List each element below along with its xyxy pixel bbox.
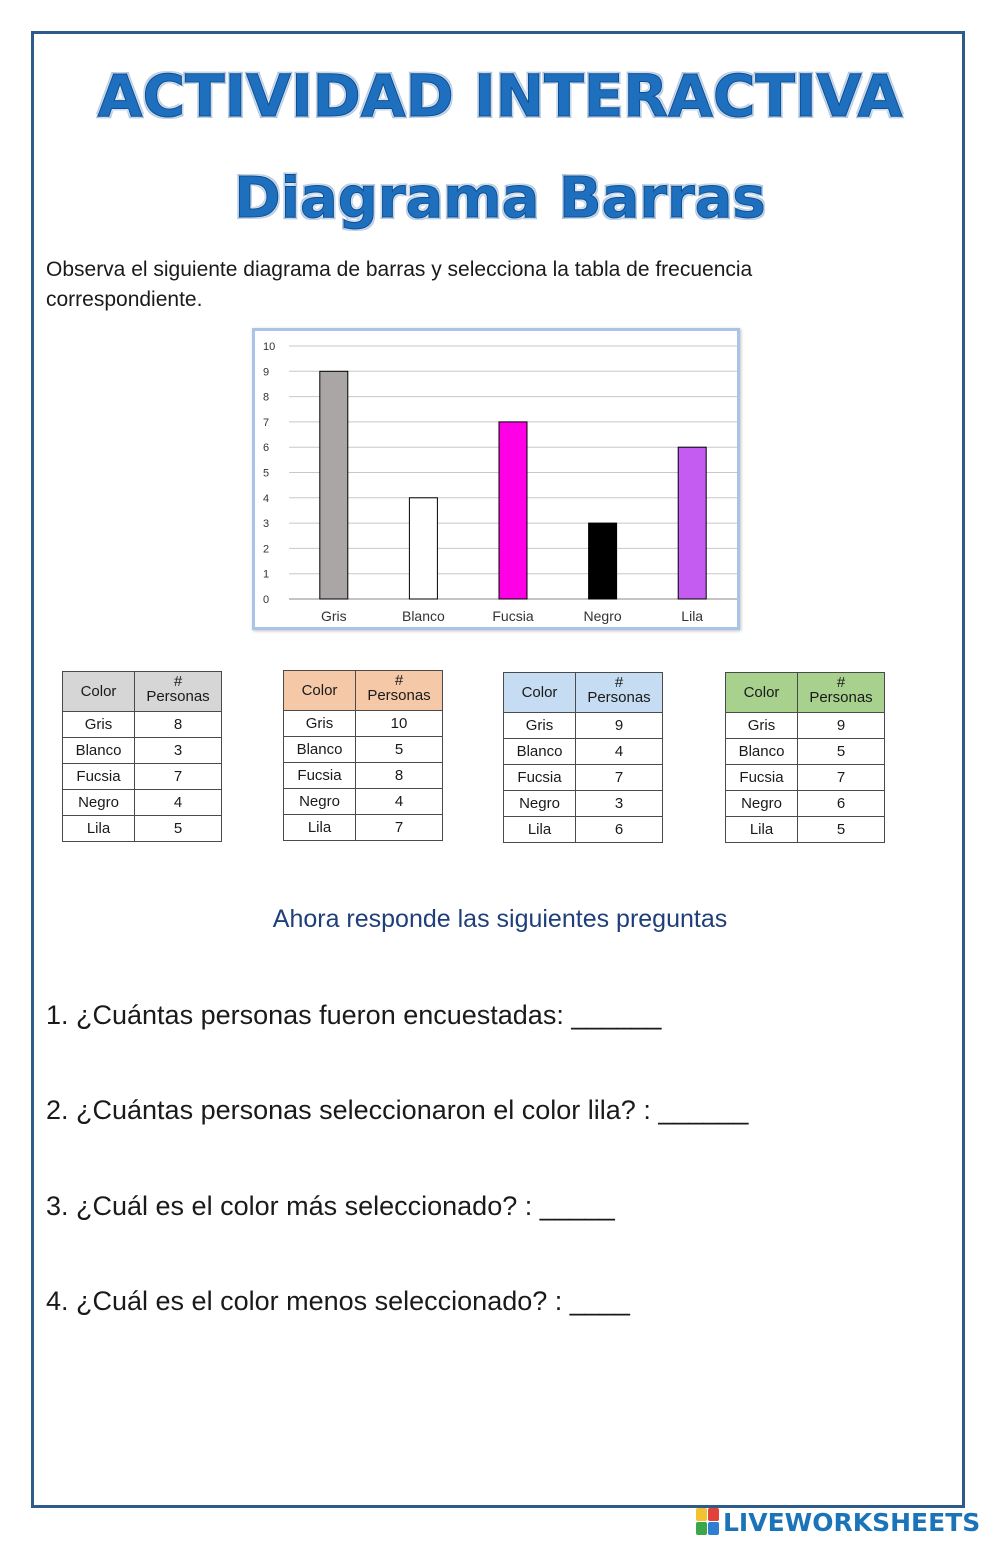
table-cell-color: Lila: [63, 816, 135, 842]
bar: [589, 523, 617, 599]
table-header-row: [504, 673, 663, 713]
table-row: [726, 713, 885, 739]
table-cell-count: 8: [135, 712, 222, 738]
table-row: [726, 765, 885, 791]
table-cell-color: Negro: [504, 791, 576, 817]
table-header-hash: #: [173, 673, 183, 690]
bar: [409, 498, 437, 599]
y-tick-label: 3: [263, 518, 270, 531]
table-cell-color: Gris: [63, 712, 135, 738]
table-cell-count: 8: [356, 763, 443, 789]
question-3[interactable]: 3. ¿Cuál es el color más seleccionado? : _____: [46, 1191, 615, 1221]
table-cell-count: 6: [798, 791, 885, 817]
table-cell-color: Blanco: [284, 737, 356, 763]
table-cell-count: 3: [135, 738, 222, 764]
table-cell-count: 4: [576, 739, 663, 765]
table-row: [284, 815, 443, 841]
table-cell-color: Blanco: [726, 739, 798, 765]
question-2[interactable]: 2. ¿Cuántas personas seleccionaron el color lila? : ______: [46, 1095, 749, 1125]
frequency-table-option-3[interactable]: [503, 672, 663, 843]
table-cell-count: 5: [798, 739, 885, 765]
page-title: ACTIVIDAD INTERACTIVA: [97, 62, 903, 130]
instructions-line-1: Observa el siguiente diagrama de barras y selecciona la tabla de frecuencia: [46, 258, 753, 281]
table-cell-count: 7: [135, 764, 222, 790]
table-cell-color: Negro: [726, 791, 798, 817]
table-row: [284, 789, 443, 815]
table-cell-count: 7: [576, 765, 663, 791]
table-header-personas: [798, 673, 885, 713]
table-cell-color: Fucsia: [284, 763, 356, 789]
table-header-hash: #: [836, 674, 846, 691]
questions-heading: Ahora responde las siguientes preguntas: [272, 905, 728, 933]
liveworksheets-logo-icon: [696, 1508, 720, 1536]
table-row: [63, 712, 222, 738]
x-tick-label: Lila: [681, 608, 704, 624]
table-cell-color: Fucsia: [726, 765, 798, 791]
table-cell-count: 9: [798, 713, 885, 739]
table-cell-color: Gris: [504, 713, 576, 739]
frequency-table-option-4[interactable]: [725, 672, 885, 843]
table-cell-color: Fucsia: [504, 765, 576, 791]
table-cell-color: Gris: [284, 711, 356, 737]
table-cell-count: 5: [135, 816, 222, 842]
table-row: [504, 713, 663, 739]
table-cell-color: Lila: [504, 817, 576, 843]
y-tick-label: 6: [263, 442, 270, 455]
table-cell-count: 4: [356, 789, 443, 815]
bar-chart-svg: [255, 331, 737, 627]
y-tick-label: 7: [263, 416, 270, 429]
y-tick-label: 5: [263, 467, 270, 480]
frequency-table-option-2[interactable]: [283, 670, 443, 841]
y-tick-label: 8: [263, 391, 270, 404]
table-header-row: [63, 672, 222, 712]
table-cell-count: 5: [356, 737, 443, 763]
table-cell-color: Negro: [284, 789, 356, 815]
table-header-personas-word: Personas: [367, 687, 431, 704]
table-cell-count: 3: [576, 791, 663, 817]
table-cell-color: Fucsia: [63, 764, 135, 790]
table-header-personas-word: Personas: [146, 688, 210, 705]
question-1[interactable]: 1. ¿Cuántas personas fueron encuestadas: ______: [46, 1000, 662, 1030]
x-tick-label: Gris: [320, 608, 347, 624]
liveworksheets-brand: [696, 1507, 980, 1537]
table-cell-color: Lila: [726, 817, 798, 843]
table-cell-color: Negro: [63, 790, 135, 816]
table-header-color: Color: [504, 673, 576, 713]
table-cell-count: 7: [798, 765, 885, 791]
table-header-personas: [576, 673, 663, 713]
table-cell-count: 4: [135, 790, 222, 816]
page-subtitle: Diagrama Barras: [234, 166, 766, 231]
instructions-line-2: correspondiente.: [46, 288, 203, 311]
bar: [320, 371, 348, 599]
table-cell-count: 9: [576, 713, 663, 739]
table-cell-color: Gris: [726, 713, 798, 739]
table-header-row: [284, 671, 443, 711]
table-cell-color: Lila: [284, 815, 356, 841]
table-cell-color: Blanco: [63, 738, 135, 764]
table-header-hash: #: [394, 672, 404, 689]
y-tick-label: 10: [263, 341, 276, 353]
table-row: [504, 739, 663, 765]
table-row: [726, 791, 885, 817]
bar: [499, 422, 527, 599]
table-row: [63, 738, 222, 764]
table-header-row: [726, 673, 885, 713]
table-header-personas: [356, 671, 443, 711]
table-cell-count: 7: [356, 815, 443, 841]
x-tick-label: Fucsia: [492, 608, 534, 624]
table-cell-color: Blanco: [504, 739, 576, 765]
table-header-color: Color: [63, 672, 135, 712]
y-tick-label: 1: [263, 568, 270, 581]
frequency-table-option-1[interactable]: [62, 671, 222, 842]
y-tick-label: 2: [263, 543, 270, 556]
table-cell-count: 5: [798, 817, 885, 843]
x-tick-label: Blanco: [401, 608, 445, 624]
question-4[interactable]: 4. ¿Cuál es el color menos seleccionado? : ____: [46, 1286, 630, 1316]
table-header-color: Color: [284, 671, 356, 711]
table-row: [726, 817, 885, 843]
table-header-color: Color: [726, 673, 798, 713]
table-row: [63, 764, 222, 790]
table-header-personas: [135, 672, 222, 712]
table-row: [726, 739, 885, 765]
y-tick-label: 4: [263, 492, 270, 505]
y-tick-label: 9: [263, 366, 270, 379]
table-row: [284, 711, 443, 737]
y-tick-label: 0: [263, 594, 270, 606]
instructions: [46, 255, 926, 315]
table-row: [284, 737, 443, 763]
table-header-hash: #: [614, 674, 624, 691]
table-row: [504, 817, 663, 843]
table-row: [284, 763, 443, 789]
table-cell-count: 10: [356, 711, 443, 737]
table-cell-count: 6: [576, 817, 663, 843]
table-row: [504, 765, 663, 791]
brand-name: LIVEWORKSHEETS: [723, 1507, 981, 1537]
table-header-personas-word: Personas: [809, 689, 873, 706]
table-row: [63, 790, 222, 816]
x-tick-label: Negro: [583, 608, 622, 624]
bar: [678, 447, 706, 599]
bar-chart: [252, 328, 740, 630]
table-row: [63, 816, 222, 842]
table-row: [504, 791, 663, 817]
table-header-personas-word: Personas: [587, 689, 651, 706]
